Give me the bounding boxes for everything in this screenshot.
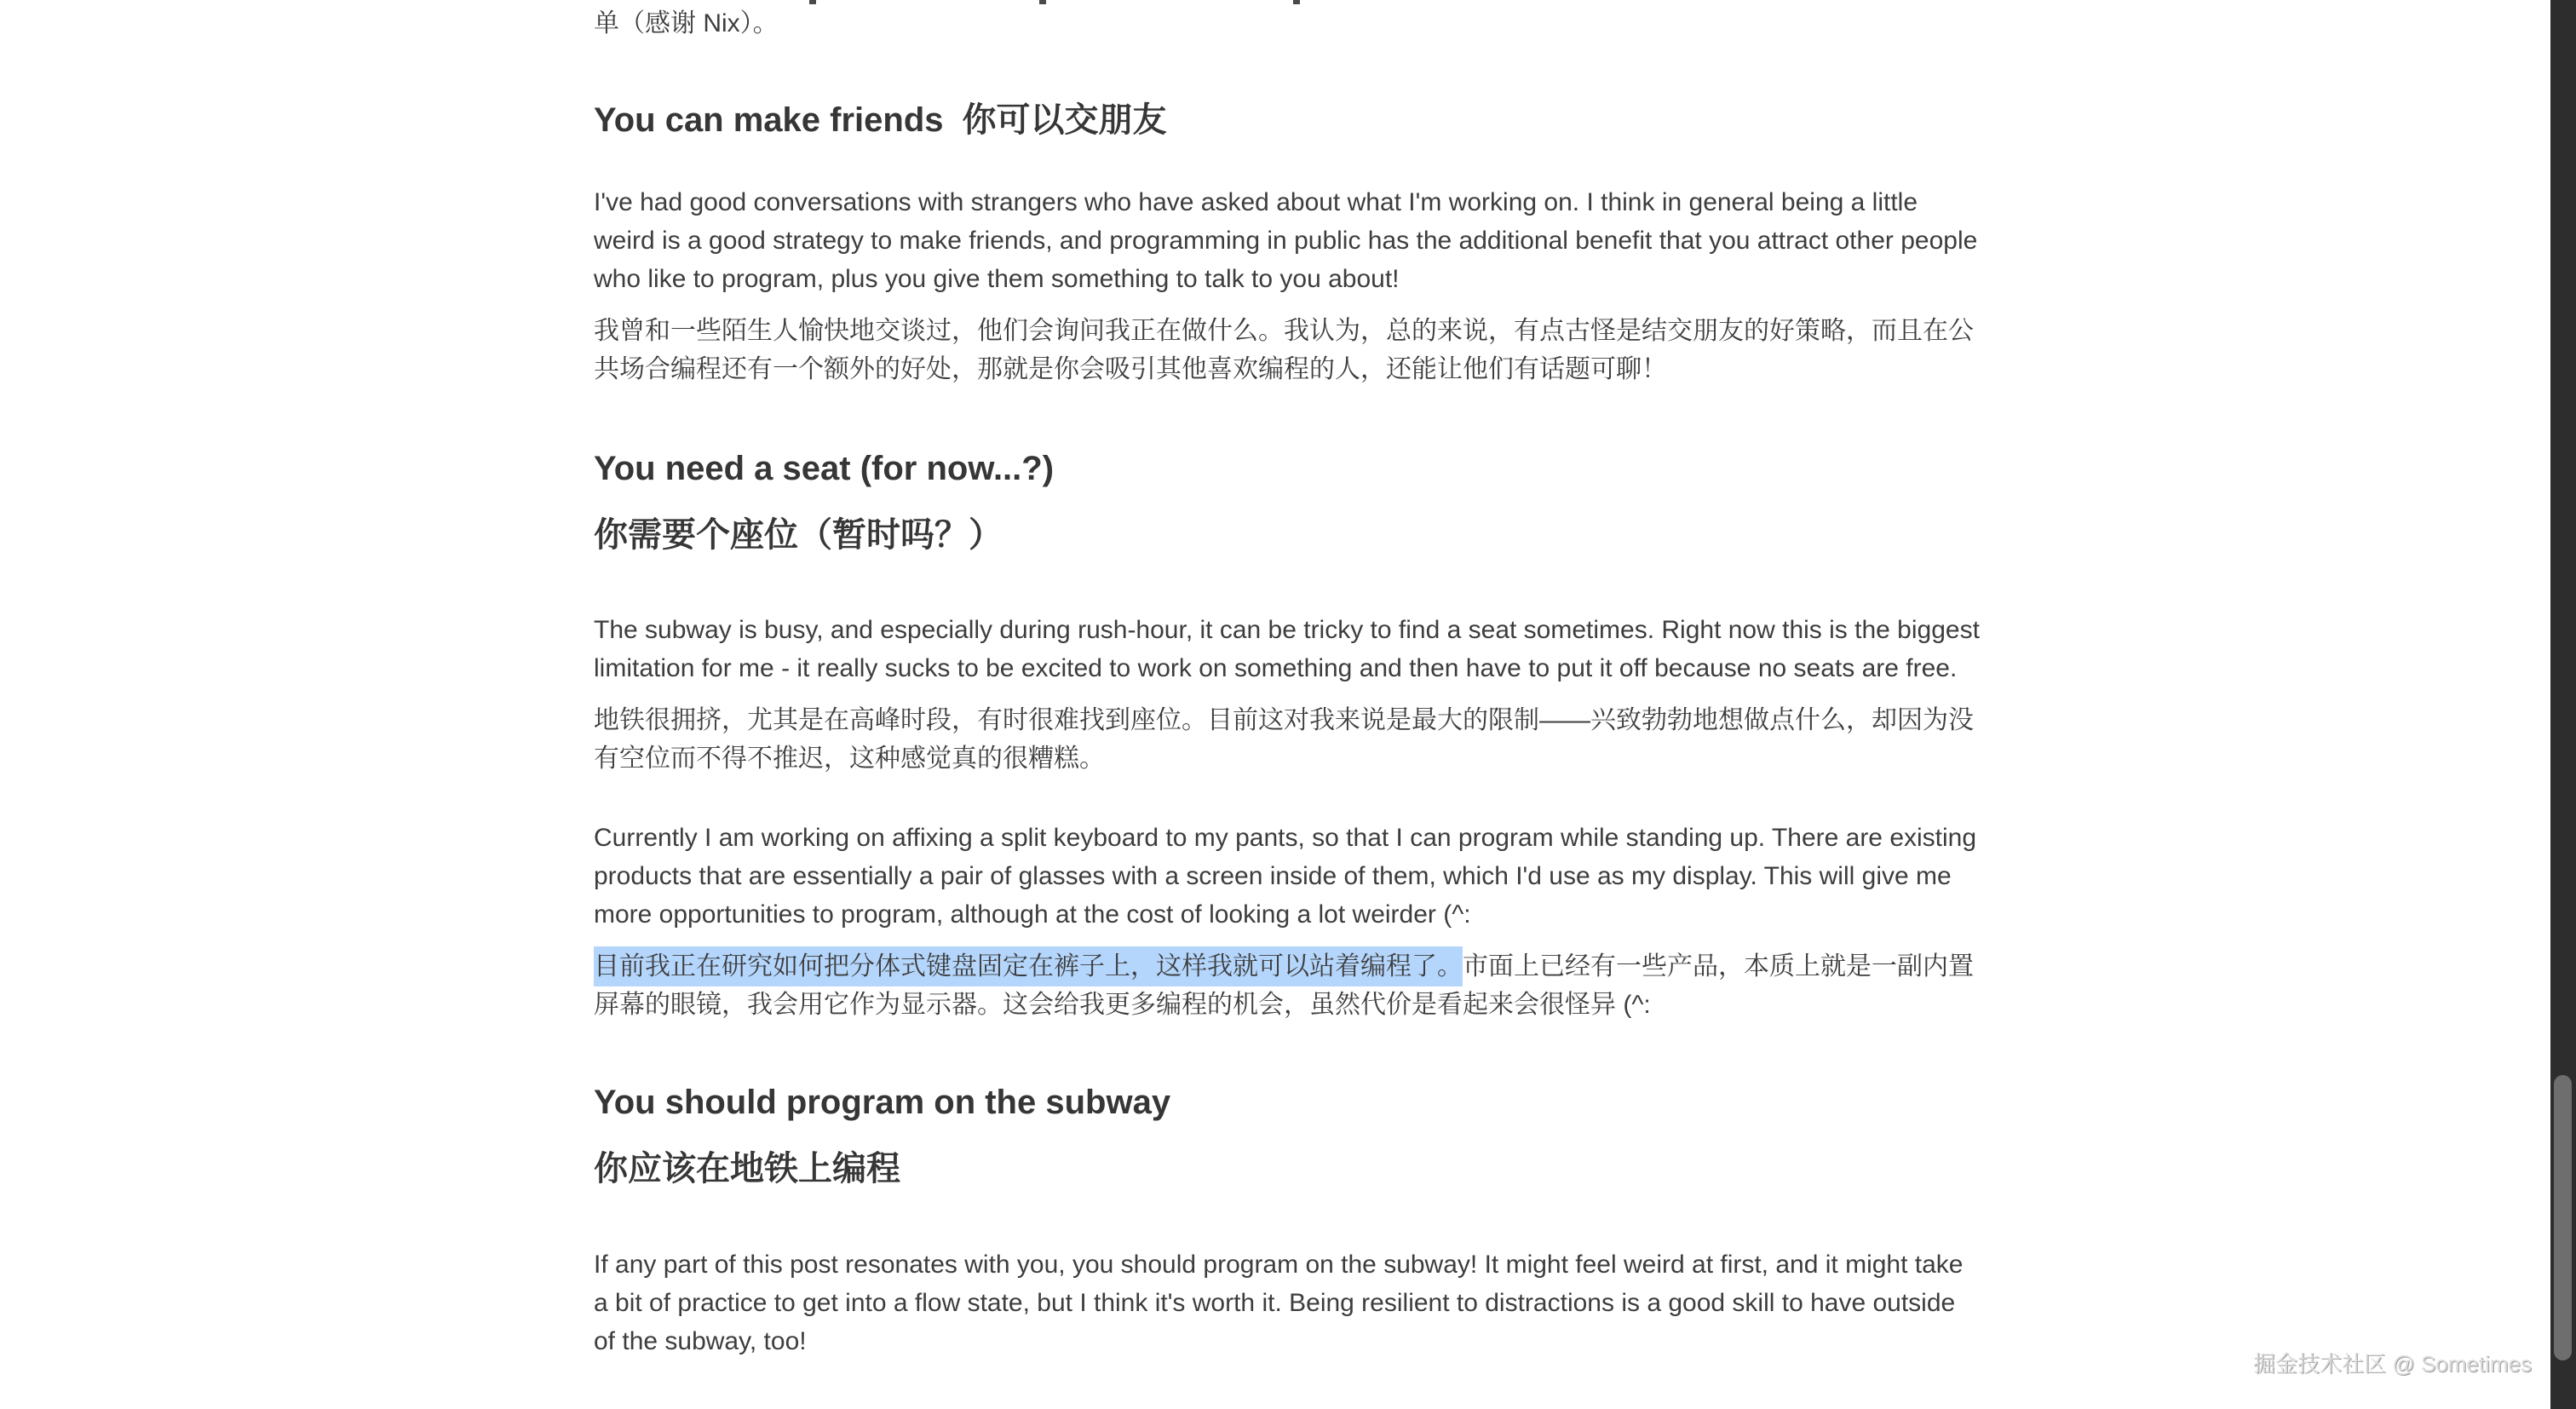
text-selection-highlight: 目前我正在研究如何把分体式键盘固定在裤子上，这样我就可以站着编程了。 (594, 946, 1463, 986)
clipped-previous-line-fragment (809, 0, 816, 4)
clipped-previous-line-fragment (1293, 0, 1300, 4)
paragraph-zh-with-selection (594, 947, 1982, 1024)
paragraph-en: The subway is busy, and especially during rush-hour, it can be tricky to find a seat sometimes. Right now this is the biggest limitation for me - it really sucks to be excited to work on something and then have to put it off because no seats are free. (594, 616, 1980, 682)
section-heading-program-subway-en: You should program on the subway (594, 1084, 1171, 1121)
section-heading-need-seat-zh: 你需要个座位（暂时吗？） (594, 516, 1003, 554)
section-heading-program-subway-zh: 你应该在地铁上编程 (594, 1150, 900, 1188)
section-heading-zh: 你可以交朋友 (962, 101, 1167, 139)
scrollbar-thumb[interactable] (2554, 1075, 2572, 1360)
partial-paragraph-line: 单（感谢 Nix）。 (594, 9, 779, 37)
paragraph-en: Currently I am working on affixing a split keyboard to my pants, so that I can program while standing up. There are existing products that are essentially a pair of glasses with a screen inside of them, which I'd use as my display. This will give me more opportunities to program, although at the cost of looking a lot weirder (^: (594, 824, 1977, 929)
paragraph-en: If any part of this post resonates with you, you should program on the subway! It might feel weird at first, and it might take a bit of practice to get into a flow state, but I think it's worth it. Being resilient to distractions is a good skill to have outside of the subway, too! (594, 1251, 1964, 1355)
section-heading-make-friends (594, 96, 1982, 144)
watermark: 掘金技术社区 @ Sometimes (2253, 1351, 2532, 1377)
paragraph-zh: 我曾和一些陌生人愉快地交谈过，他们会询问我正在做什么。我认为，总的来说，有点古怪是结交朋友的好策略，而且在公共场合编程还有一个额外的好处，那就是你会吸引其他喜欢编程的人，还能让他们有话题可聊！ (594, 317, 1974, 383)
section-heading-need-seat-en: You need a seat (for now...?) (594, 450, 1055, 487)
paragraph-zh: 地铁很拥挤，尤其是在高峰时段，有时很难找到座位。目前这对我来说是最大的限制——兴致勃勃地想做点什么，却因为没有空位而不得不推迟，这种感觉真的很糟糕。 (594, 706, 1974, 773)
paragraph-zh-rest: 市面上已经有一些产品，本质上就是一副内置屏幕的眼镜，我会用它作为显示器。这会给我更多编程的机会，虽然代价是看起来会很怪异 (^: (594, 952, 1974, 1019)
paragraph-en: I've had good conversations with strangers who have asked about what I'm working on. I think in general being a little weird is a good strategy to make friends, and programming in public has the additional benefit that you attract other people who like to program, plus you give them something to talk to you about! (594, 188, 1978, 293)
section-heading-en: You can make friends (594, 101, 944, 139)
scrollbar-track[interactable] (2550, 0, 2576, 1409)
clipped-previous-line-fragment (1039, 0, 1046, 4)
article-content (594, 4, 1982, 1360)
